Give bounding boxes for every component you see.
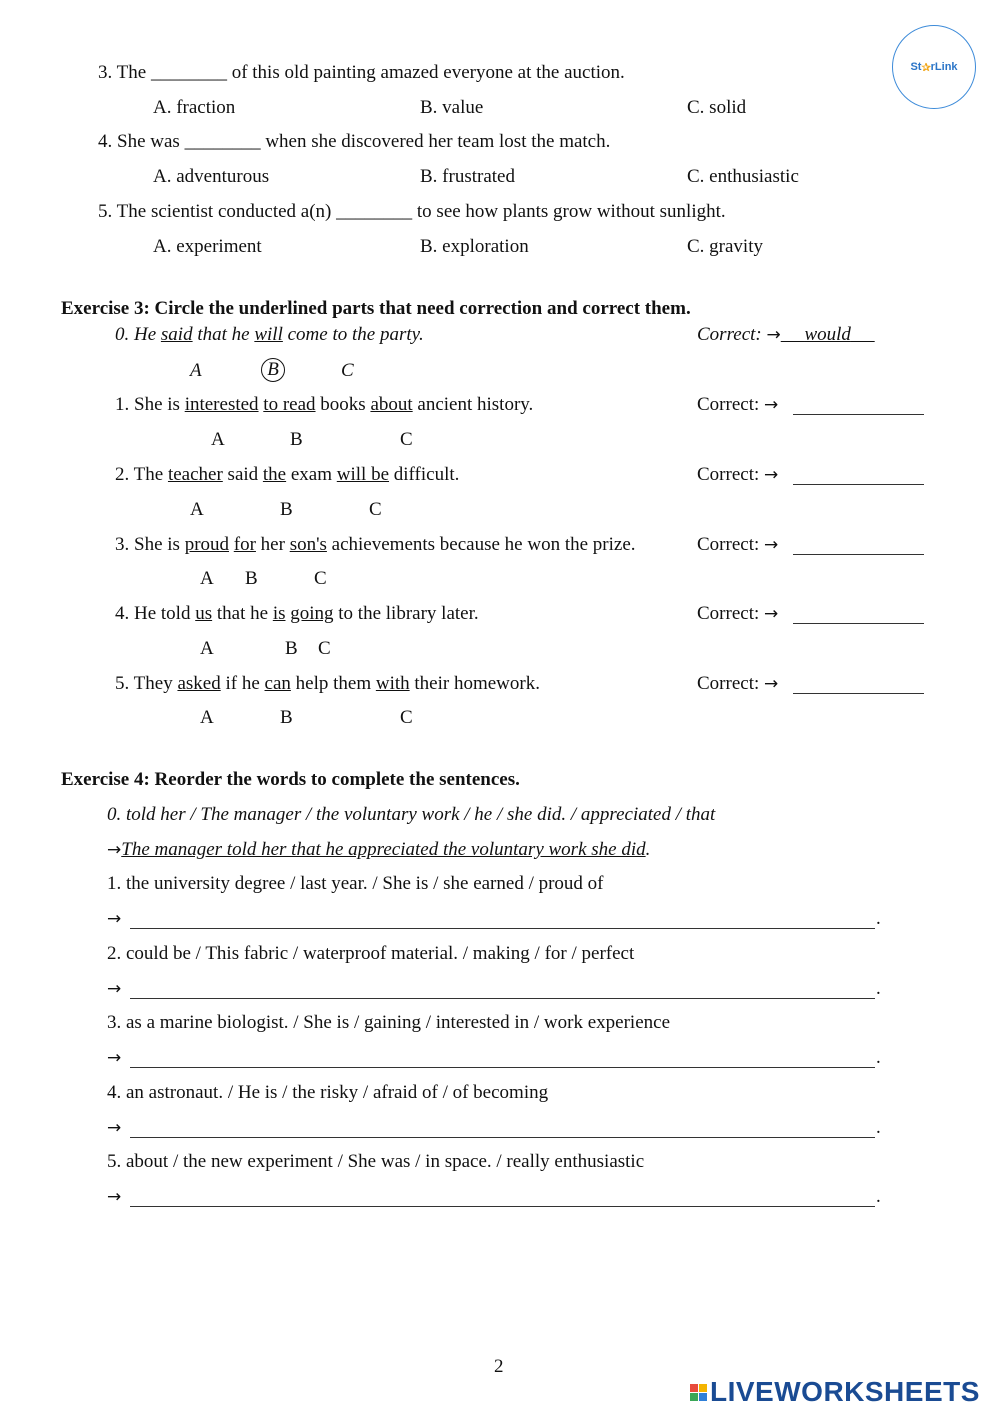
ex3-q3-label-c[interactable]: C [314, 568, 327, 589]
ex3-q1-answer-line[interactable] [793, 414, 924, 415]
mc-q4-option-b[interactable]: B. frustrated [420, 166, 515, 187]
mc-question-4: 4. She was ________ when she discovered her team lost the match. [98, 131, 611, 152]
logo-text-end: rLink [930, 61, 958, 73]
exercise-3-title: Exercise 3: Circle the underlined parts that need correction and correct them. [61, 298, 691, 319]
ex4-prompt-4: 4. an astronaut. / He is / the risky / afraid of / of becoming [107, 1082, 549, 1103]
mc-q5-option-c[interactable]: C. gravity [687, 236, 763, 257]
page-number: 2 [494, 1356, 504, 1377]
ex4-answer-line-1[interactable] [130, 928, 875, 929]
ex4-period-1: . [876, 908, 881, 929]
ex3-q3-answer-line[interactable] [793, 554, 924, 555]
mc-question-5: 5. The scientist conducted a(n) ________ to see how plants grow without sunlight. [98, 201, 726, 222]
ex3-question-1: 1. She is interested to read books about ancient history. [115, 394, 534, 415]
exercise-4-title: Exercise 4: Reorder the words to complete the sentences. [61, 769, 520, 790]
ex3-example-correct: Correct: → would [697, 324, 851, 345]
logo-star-icon: ✰ [921, 61, 931, 74]
liveworksheets-wordmark: LIVEWORKSHEETS [710, 1376, 980, 1407]
mc-q3-option-c[interactable]: C. solid [687, 97, 747, 118]
arrow-icon: → [107, 979, 122, 999]
ex3-q2-label-a[interactable]: A [190, 499, 204, 520]
ex4-prompt-2: 2. could be / This fabric / waterproof material. / making / for / perfect [107, 943, 635, 964]
ex3-q3-correct: Correct: → [697, 534, 779, 555]
arrow-icon: → [764, 465, 779, 485]
ex4-period-4: . [876, 1117, 881, 1138]
ex4-period-3: . [876, 1047, 881, 1068]
arrow-icon: → [764, 674, 779, 694]
mc-q5-option-a[interactable]: A. experiment [153, 236, 262, 257]
answer-blank[interactable]: ________ [336, 201, 413, 222]
ex3-q0-label-a: A [190, 360, 202, 381]
ex4-answer-line-3[interactable] [130, 1067, 875, 1068]
mc-q5-option-b[interactable]: B. exploration [420, 236, 529, 257]
answer-blank[interactable]: ________ [184, 131, 261, 152]
ex4-arrow-5 [107, 1186, 121, 1208]
ex3-q5-label-c[interactable]: C [400, 707, 413, 728]
liveworksheets-icon [690, 1384, 707, 1401]
ex3-q5-label-b[interactable]: B [280, 707, 293, 728]
ex3-example-sentence: 0. He said that he will come to the party. [115, 324, 424, 345]
ex4-period-5: . [876, 1186, 881, 1207]
ex3-q4-label-a[interactable]: A [200, 638, 214, 659]
ex3-q2-correct: Correct: → [697, 464, 779, 485]
arrow-icon: → [107, 1187, 122, 1207]
ex4-arrow-3 [107, 1047, 121, 1069]
ex4-prompt-3: 3. as a marine biologist. / She is / gaining / interested in / work experience [107, 1012, 671, 1033]
mc-q3-option-a[interactable]: A. fraction [153, 97, 236, 118]
arrow-icon: → [107, 1118, 122, 1138]
ex3-q4-label-b[interactable]: B [285, 638, 298, 659]
ex3-q5-correct: Correct: → [697, 673, 779, 694]
arrow-icon: → [107, 840, 122, 860]
arrow-icon: → [107, 1048, 122, 1068]
mc-q4-option-c[interactable]: C. enthusiastic [687, 166, 799, 187]
ex3-q4-answer-line[interactable] [793, 623, 924, 624]
ex3-q0-label-b-circled: B [265, 358, 285, 382]
ex4-example-prompt: 0. told her / The manager / the voluntary work / he / she did. / appreciated / that [107, 804, 716, 825]
ex3-q1-label-b[interactable]: B [290, 429, 303, 450]
liveworksheets-logo [690, 1377, 980, 1407]
ex3-q5-label-a[interactable]: A [200, 707, 214, 728]
ex4-prompt-5: 5. about / the new experiment / She was / in space. / really enthusiastic [107, 1151, 645, 1172]
ex3-question-3: 3. She is proud for her son's achievements because he won the prize. [115, 534, 636, 555]
ex3-q1-correct: Correct: → [697, 394, 779, 415]
ex3-q1-label-c[interactable]: C [400, 429, 413, 450]
ex3-q3-label-a[interactable]: A [200, 568, 214, 589]
ex4-period-2: . [876, 978, 881, 999]
mc-q4-option-a[interactable]: A. adventurous [153, 166, 270, 187]
arrow-icon: → [764, 395, 779, 415]
arrow-icon: → [107, 909, 122, 929]
logo-text-start: St [910, 61, 922, 73]
arrow-icon: → [764, 535, 779, 555]
ex3-question-5: 5. They asked if he can help them with their homework. [115, 673, 540, 694]
ex3-q2-answer-line[interactable] [793, 484, 924, 485]
ex3-q4-correct: Correct: → [697, 603, 779, 624]
ex3-q5-answer-line[interactable] [793, 693, 924, 694]
ex4-answer-line-4[interactable] [130, 1137, 875, 1138]
arrow-icon: → [764, 604, 779, 624]
answer-blank[interactable]: ________ [150, 62, 227, 83]
ex3-q1-label-a[interactable]: A [211, 429, 225, 450]
ex4-arrow-4 [107, 1117, 121, 1139]
arrow-icon: → [766, 325, 781, 345]
ex3-q0-label-c: C [341, 360, 354, 381]
starlink-logo [892, 25, 976, 109]
example-answer: would [804, 324, 851, 345]
ex4-answer-line-5[interactable] [130, 1206, 875, 1207]
ex4-example-answer: →The manager told her that he appreciated the voluntary work she did. [107, 839, 651, 860]
ex4-arrow-2 [107, 978, 121, 1000]
mc-q3-option-b[interactable]: B. value [420, 97, 484, 118]
ex3-q2-label-c[interactable]: C [369, 499, 382, 520]
ex4-prompt-1: 1. the university degree / last year. / She is / she earned / proud of [107, 873, 604, 894]
ex3-q4-label-c[interactable]: C [318, 638, 331, 659]
ex3-question-4: 4. He told us that he is going to the library later. [115, 603, 479, 624]
ex3-q2-label-b[interactable]: B [280, 499, 293, 520]
ex4-arrow-1 [107, 908, 121, 930]
ex3-q3-label-b[interactable]: B [245, 568, 258, 589]
mc-question-3: 3. The ________ of this old painting amazed everyone at the auction. [98, 62, 625, 83]
ex4-answer-line-2[interactable] [130, 998, 875, 999]
ex3-question-2: 2. The teacher said the exam will be difficult. [115, 464, 460, 485]
